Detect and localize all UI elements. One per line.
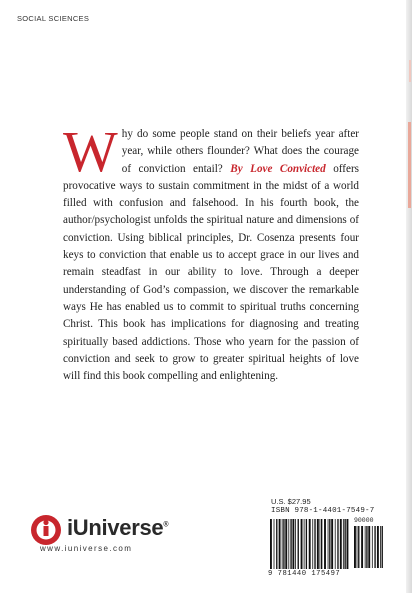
iuniverse-logo-icon xyxy=(30,514,62,546)
barcode-bar xyxy=(321,519,322,569)
price-code: 90000 xyxy=(354,517,374,524)
barcode-bar xyxy=(301,519,303,569)
barcode-bar xyxy=(329,519,330,569)
spine-edge xyxy=(406,0,412,593)
publisher-website: www.iuniverse.com xyxy=(40,544,133,553)
barcode-bar xyxy=(372,526,373,568)
barcode-bar xyxy=(285,519,287,569)
category-label: SOCIAL SCIENCES xyxy=(17,14,90,23)
barcode-bar xyxy=(290,519,291,569)
barcode-bar xyxy=(283,519,284,569)
barcode-bar xyxy=(309,519,311,569)
barcode-bar xyxy=(295,519,296,569)
barcode-bar xyxy=(344,519,345,569)
barcode-bar xyxy=(324,519,326,569)
barcode-bar xyxy=(276,519,277,569)
barcode-bar xyxy=(317,519,319,569)
price-label: U.S. $27.95 xyxy=(271,497,311,506)
barcode-bar xyxy=(374,526,375,568)
barcode-bar xyxy=(328,519,329,569)
barcode-bar xyxy=(274,519,275,569)
spine-accent-small xyxy=(409,60,411,82)
barcode-bar xyxy=(270,519,272,569)
barcode-bar xyxy=(365,526,366,568)
barcode-bar xyxy=(340,519,342,569)
barcode-bar xyxy=(331,519,333,569)
barcode-bar xyxy=(314,519,315,569)
barcode-bar xyxy=(292,519,294,569)
barcode-bar xyxy=(368,526,370,568)
barcode-bar xyxy=(337,519,338,569)
barcode-bar xyxy=(358,526,359,568)
barcode-bar xyxy=(361,526,363,568)
back-cover-blurb xyxy=(63,119,359,385)
barcode-number: 9 781440 175497 xyxy=(268,570,341,578)
spine-accent xyxy=(408,122,411,208)
barcode-bar xyxy=(288,519,289,569)
barcode-bars xyxy=(270,519,350,571)
barcode-bar xyxy=(382,526,383,568)
barcode-bar xyxy=(304,519,305,569)
barcode-bar xyxy=(343,519,344,569)
isbn-text: ISBN 978-1-4401-7549-7 xyxy=(271,507,375,515)
barcode-bar xyxy=(347,519,349,569)
barcode-bar xyxy=(335,519,336,569)
barcode-bar xyxy=(380,526,381,568)
barcode-bar xyxy=(354,526,356,568)
barcode-bar xyxy=(298,519,299,569)
barcode-bar xyxy=(377,526,379,568)
blurb-intro: hy do some people stand on their beliefs year after year, while others flounder? What does the courage of conviction entail? xyxy=(121,128,359,175)
barcode-bar xyxy=(312,519,313,569)
barcode-bar xyxy=(366,526,367,568)
barcode-bar xyxy=(320,519,321,569)
addon-barcode-bars xyxy=(354,526,384,571)
drop-cap: W xyxy=(63,119,118,184)
barcode-bar xyxy=(306,519,307,569)
barcode-bar xyxy=(282,519,283,569)
blurb-body: offers provocative ways to sustain commitment in the midst of a world filled with confusion and falsehood. In his fourth book, the author/psychologist unfolds the spiritual nature and dimensions of conviction. Using biblical principles, Dr. Cosenza presents four keys to conviction that enable us to accept grace in our lives and remain steadfast in our ability to love. Through a deeper understanding of God’s compassion, we discover the remarkable ways He has enabled us to commit to spiritual truths concerning Christ. This book has implications for diagnosing and treating spiritually based addictions. Those who yearn for the passion of conviction and seek to grow to greater spiritual heights of love will find this book compelling and enlightening. xyxy=(63,162,359,383)
barcode-bar xyxy=(279,519,281,569)
barcode-bar xyxy=(357,526,358,568)
book-title: By Love Convicted xyxy=(230,162,326,175)
publisher-name: iUniverse® xyxy=(67,515,169,540)
isbn-barcode xyxy=(268,507,390,583)
